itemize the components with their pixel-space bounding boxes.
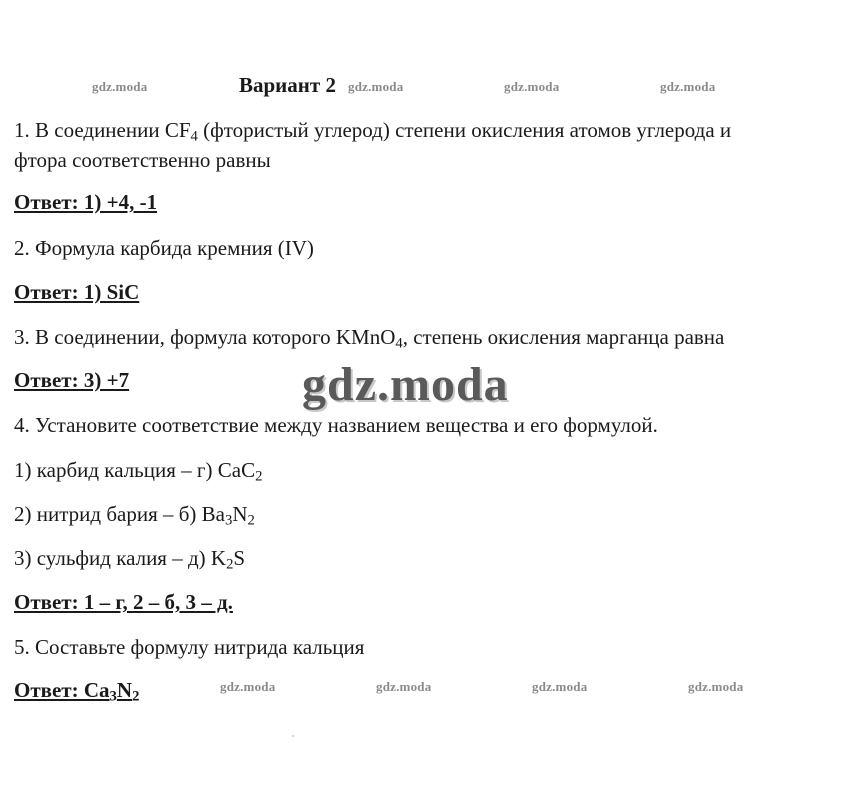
- question-5: [14, 632, 364, 662]
- watermark-text: gdz.moda: [504, 79, 560, 94]
- match-text: 1) карбид кальция – г) CaC: [14, 458, 256, 482]
- match-item: [14, 499, 255, 529]
- match-item: [14, 455, 262, 485]
- question-text: 4. Установите соответствие между названием вещества и его формулой.: [14, 413, 658, 437]
- question-2: [14, 233, 314, 263]
- page-title: Вариант 2: [239, 73, 336, 97]
- match-item: [14, 543, 245, 573]
- answer-text: N: [116, 678, 133, 702]
- subscript: 2: [247, 512, 255, 529]
- answer-text: Ответ: Ca: [14, 678, 110, 702]
- answer-3: Ответ: 3) +7: [14, 368, 130, 392]
- question-4: [14, 410, 658, 440]
- watermark-text: gdz.moda: [688, 679, 744, 694]
- watermark-text: gdz.moda: [376, 679, 432, 694]
- subscript: 2: [255, 468, 263, 485]
- answer-4: Ответ: 1 – г, 2 – б, 3 – д.: [14, 590, 233, 614]
- watermark-large: gdz.moda: [302, 358, 509, 411]
- question-text: 3. В соединении, формула которого KMnO: [14, 325, 396, 349]
- question-text: 2. Формула карбида кремния (IV): [14, 236, 314, 260]
- answer-5: [14, 678, 139, 703]
- question-text: фтора соответственно равны: [14, 148, 271, 172]
- watermark-text: gdz.moda: [660, 79, 716, 94]
- speck: [292, 735, 294, 737]
- question-1: [14, 115, 731, 175]
- watermark-text: gdz.moda: [348, 79, 404, 94]
- subscript: 2: [132, 688, 140, 705]
- answer-2: Ответ: 1) SiC: [14, 280, 140, 304]
- question-text: 5. Составьте формулу нитрида кальция: [14, 635, 365, 659]
- match-text: N: [232, 502, 248, 526]
- question-3: [14, 322, 724, 352]
- answer-1: Ответ: 1) +4, -1: [14, 190, 158, 214]
- question-text: , степень окисления марганца равна: [402, 325, 725, 349]
- subscript: 2: [226, 556, 234, 573]
- watermark-text: gdz.moda: [532, 679, 588, 694]
- subscript: 3: [224, 512, 233, 529]
- match-text: 2) нитрид бария – б) Ba: [14, 502, 225, 526]
- watermark-text: gdz.moda: [92, 79, 148, 94]
- subscript: 4: [190, 128, 198, 145]
- match-text: 3) сульфид калия – д) K: [14, 546, 227, 570]
- subscript: 4: [395, 335, 403, 352]
- question-text: (фтористый углерод) степени окисления атомов углерода и: [197, 118, 732, 142]
- subscript: 3: [109, 688, 117, 705]
- watermark-text: gdz.moda: [220, 679, 276, 694]
- match-text: S: [233, 546, 246, 570]
- question-text: 1. В соединении CF: [14, 118, 191, 142]
